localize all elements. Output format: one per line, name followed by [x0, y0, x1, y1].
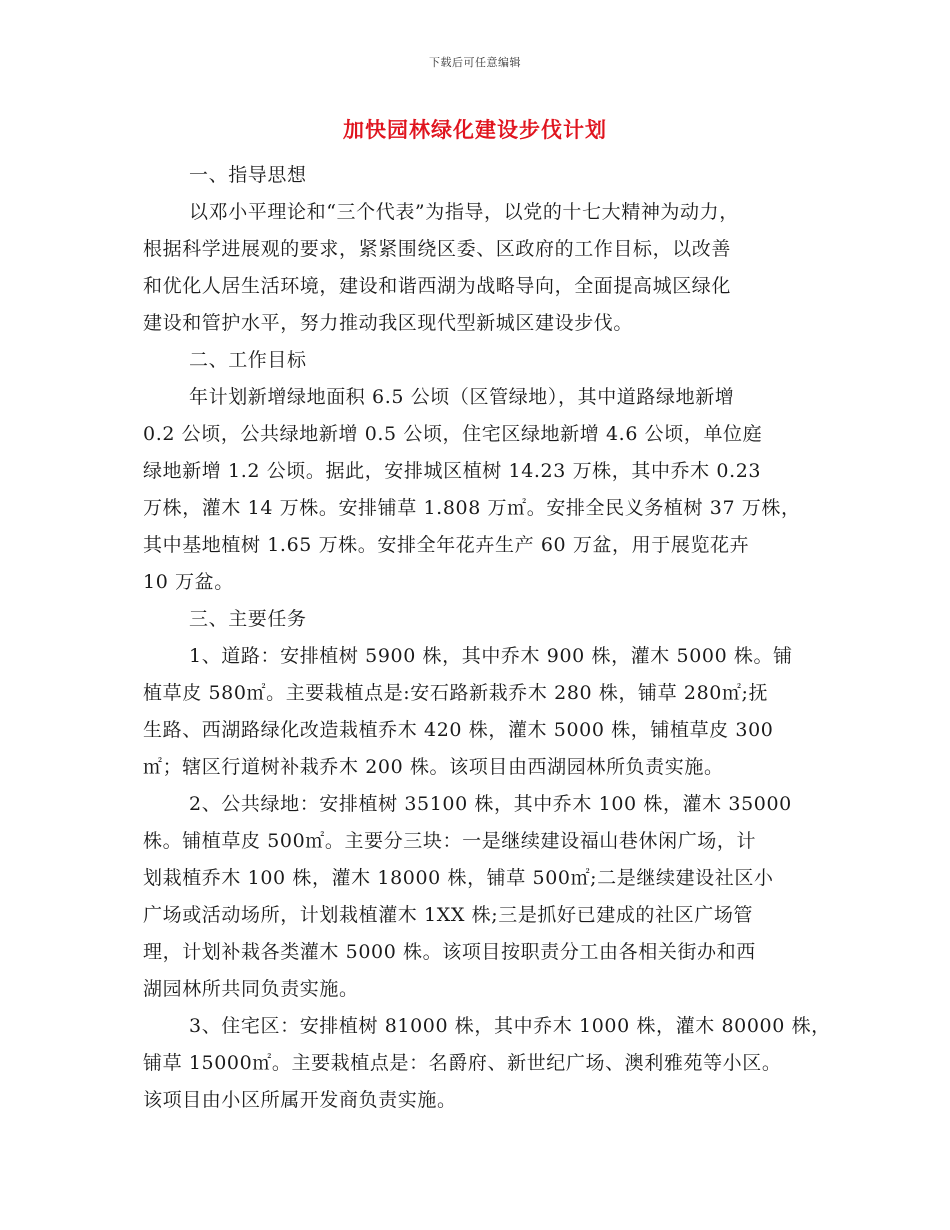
body-line: 株。铺植草皮 500㎡。主要分三块：一是继续建设福山巷休闲广场，计 [143, 830, 757, 852]
body-line: 生路、西湖路绿化改造栽植乔木 420 株，灌木 5000 株，铺植草皮 300 [143, 719, 774, 741]
header-note: 下载后可任意编辑 [429, 56, 521, 69]
body-line: 年计划新增绿地面积 6.5 公顷（区管绿地），其中道路绿地新增 [189, 386, 735, 408]
body-line: 以邓小平理论和“三个代表”为指导，以党的十七大精神为动力， [189, 201, 739, 223]
body-line: 建设和管护水平，努力推动我区现代型新城区建设步伐。 [143, 312, 634, 334]
document-title: 加快园林绿化建设步伐计划 [343, 117, 607, 142]
body-line: 三、主要任务 [189, 608, 307, 630]
body-line: 绿地新增 1.2 公顷。据此，安排城区植树 14.23 万株，其中乔木 0.23 [143, 460, 762, 482]
body-line: 划栽植乔木 100 株，灌木 18000 株，铺草 500㎡;二是继续建设社区小 [143, 867, 774, 889]
body-line: 二、工作目标 [189, 349, 307, 371]
body-line: 湖园林所共同负责实施。 [143, 978, 359, 1000]
body-line: 万株，灌木 14 万株。安排铺草 1.808 万㎡。安排全民义务植树 37 万株， [143, 497, 801, 519]
body-line: 广场或活动场所，计划栽植灌木 1XX 株;三是抓好已建成的社区广场管 [143, 904, 754, 926]
body-line: 理，计划补栽各类灌木 5000 株。该项目按职责分工由各相关街办和西 [143, 941, 756, 963]
body-line: 该项目由小区所属开发商负责实施。 [143, 1089, 457, 1111]
body-line: 和优化人居生活环境，建设和谐西湖为战略导向，全面提高城区绿化 [143, 275, 732, 297]
body-line: 根据科学进展观的要求，紧紧围绕区委、区政府的工作目标，以改善 [143, 238, 732, 260]
body-line: 植草皮 580㎡。主要栽植点是:安石路新栽乔木 280 株，铺草 280㎡;抚 [143, 682, 769, 704]
body-line: 2、公共绿地：安排植树 35100 株，其中乔木 100 株，灌木 35000 [189, 793, 792, 815]
document-body [143, 157, 833, 1119]
body-line: 0.2 公顷，公共绿地新增 0.5 公顷，住宅区绿地新增 4.6 公顷，单位庭 [143, 423, 763, 445]
body-line: 铺草 15000㎡。主要栽植点是：名爵府、新世纪广场、澳利雅苑等小区。 [143, 1052, 782, 1074]
body-line: 10 万盆。 [143, 571, 234, 593]
body-line: 一、指导思想 [189, 164, 307, 186]
body-line: 3、住宅区：安排植树 81000 株，其中乔木 1000 株，灌木 80000 株， [189, 1015, 831, 1037]
body-line: 1、道路：安排植树 5900 株，其中乔木 900 株，灌木 5000 株。铺 [189, 645, 793, 667]
body-line: ㎡；辖区行道树补栽乔木 200 株。该项目由西湖园林所负责实施。 [143, 756, 724, 778]
body-line: 其中基地植树 1.65 万株。安排全年花卉生产 60 万盆，用于展览花卉 [143, 534, 750, 556]
